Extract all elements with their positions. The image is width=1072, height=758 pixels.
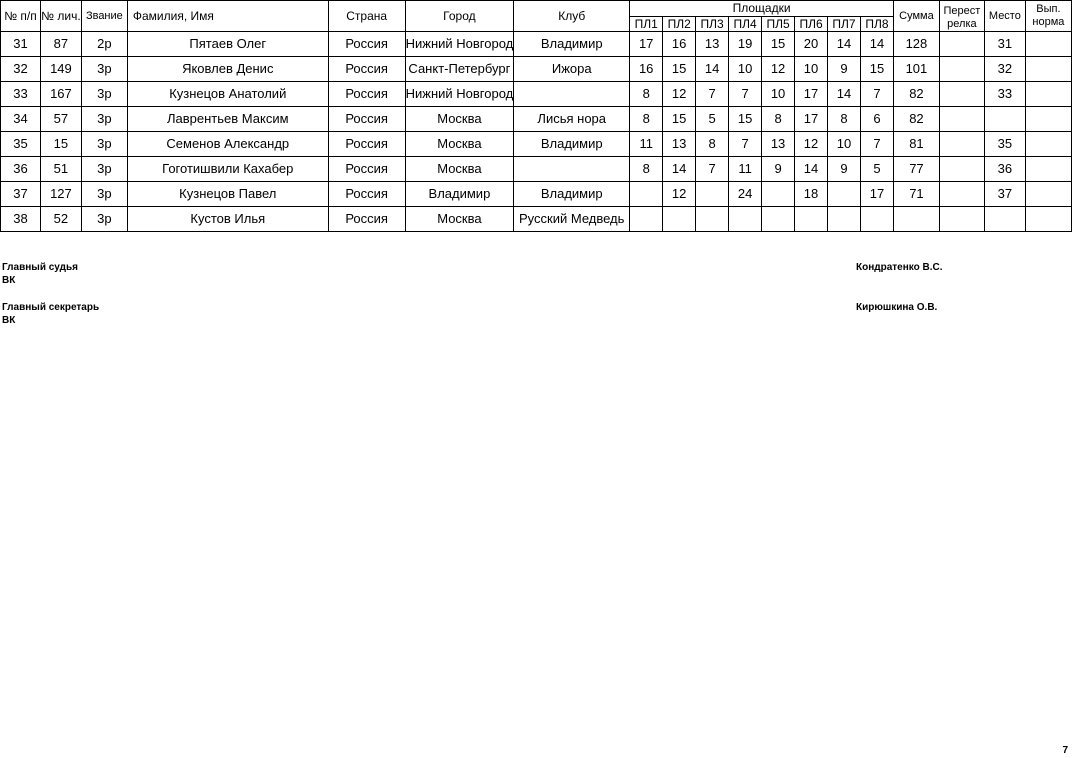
cell-lic: 52 <box>40 207 81 232</box>
cell-sum: 82 <box>893 107 939 132</box>
cell-pl7: 9 <box>828 157 861 182</box>
cell-country: Россия <box>328 107 405 132</box>
cell-pl5: 9 <box>762 157 795 182</box>
chief-secretary-title: Главный секретарь <box>2 302 100 313</box>
col-header-pl4: ПЛ4 <box>729 16 762 32</box>
cell-club <box>514 82 630 107</box>
cell-num: 35 <box>1 132 41 157</box>
cell-pl5 <box>762 207 795 232</box>
cell-pl7: 14 <box>828 82 861 107</box>
cell-country: Россия <box>328 132 405 157</box>
cell-pl1: 17 <box>630 32 663 57</box>
cell-club: Ижора <box>514 57 630 82</box>
chief-secretary-name: Кирюшкина О.В. <box>856 302 938 313</box>
cell-city: Санкт-Петербург <box>405 57 514 82</box>
cell-pl4: 11 <box>729 157 762 182</box>
cell-pl7: 9 <box>828 57 861 82</box>
cell-sum: 71 <box>893 182 939 207</box>
col-header-pl5: ПЛ5 <box>762 16 795 32</box>
table-row <box>1 57 1072 82</box>
table-row <box>1 32 1072 57</box>
cell-pl1 <box>630 207 663 232</box>
table-row <box>1 207 1072 232</box>
cell-pl1: 11 <box>630 132 663 157</box>
table-row <box>1 182 1072 207</box>
cell-city: Нижний Новгород <box>405 32 514 57</box>
cell-rank: 3р <box>81 157 127 182</box>
cell-pl7 <box>828 207 861 232</box>
col-header-pl3: ПЛ3 <box>696 16 729 32</box>
cell-club: Владимир <box>514 182 630 207</box>
cell-num: 33 <box>1 82 41 107</box>
cell-club <box>514 157 630 182</box>
table-row <box>1 157 1072 182</box>
cell-reweigh <box>939 132 984 157</box>
chief-secretary-category: ВК <box>2 315 16 326</box>
cell-pl1: 8 <box>630 82 663 107</box>
col-header-place: Место <box>984 1 1025 32</box>
results-table <box>0 0 1072 232</box>
cell-norm <box>1025 32 1071 57</box>
cell-pl5: 8 <box>762 107 795 132</box>
cell-pl4: 19 <box>729 32 762 57</box>
col-header-lic: № лич. <box>40 1 81 32</box>
cell-pl8 <box>860 207 893 232</box>
cell-reweigh <box>939 57 984 82</box>
cell-norm <box>1025 57 1071 82</box>
cell-sum: 77 <box>893 157 939 182</box>
cell-pl6: 10 <box>795 57 828 82</box>
col-header-pl8: ПЛ8 <box>860 16 893 32</box>
cell-num: 32 <box>1 57 41 82</box>
table-row <box>1 132 1072 157</box>
col-header-pl1: ПЛ1 <box>630 16 663 32</box>
cell-country: Россия <box>328 32 405 57</box>
cell-pl3 <box>696 207 729 232</box>
cell-pl1: 8 <box>630 157 663 182</box>
cell-place: 32 <box>984 57 1025 82</box>
cell-lic: 87 <box>40 32 81 57</box>
cell-pl7: 14 <box>828 32 861 57</box>
cell-rank: 3р <box>81 82 127 107</box>
cell-pl1: 16 <box>630 57 663 82</box>
cell-name: Яковлев Денис <box>127 57 328 82</box>
cell-pl6: 17 <box>795 82 828 107</box>
cell-club: Владимир <box>514 32 630 57</box>
cell-lic: 167 <box>40 82 81 107</box>
cell-place: 37 <box>984 182 1025 207</box>
cell-pl8: 7 <box>860 82 893 107</box>
cell-pl8: 6 <box>860 107 893 132</box>
cell-country: Россия <box>328 57 405 82</box>
cell-pl2 <box>663 207 696 232</box>
cell-city: Нижний Новгород <box>405 82 514 107</box>
cell-pl6: 18 <box>795 182 828 207</box>
cell-pl6: 20 <box>795 32 828 57</box>
cell-sum: 128 <box>893 32 939 57</box>
cell-pl7: 10 <box>828 132 861 157</box>
cell-pl4: 15 <box>729 107 762 132</box>
cell-name: Кузнецов Павел <box>127 182 328 207</box>
col-header-pl7: ПЛ7 <box>828 16 861 32</box>
cell-pl5: 10 <box>762 82 795 107</box>
cell-reweigh <box>939 207 984 232</box>
col-header-club: Клуб <box>514 1 630 32</box>
cell-num: 38 <box>1 207 41 232</box>
cell-pl7: 8 <box>828 107 861 132</box>
page-number: 7 <box>1062 745 1068 756</box>
chief-secretary-block <box>2 301 99 327</box>
cell-rank: 3р <box>81 182 127 207</box>
cell-pl3: 14 <box>696 57 729 82</box>
chief-judge-category: ВК <box>2 275 16 286</box>
cell-pl2: 15 <box>663 57 696 82</box>
cell-norm <box>1025 157 1071 182</box>
cell-pl4: 10 <box>729 57 762 82</box>
cell-pl2: 16 <box>663 32 696 57</box>
cell-rank: 3р <box>81 57 127 82</box>
col-header-country: Страна <box>328 1 405 32</box>
col-header-name: Фамилия, Имя <box>127 1 328 32</box>
table-row <box>1 107 1072 132</box>
cell-place <box>984 207 1025 232</box>
cell-pl5: 13 <box>762 132 795 157</box>
cell-pl3: 7 <box>696 82 729 107</box>
cell-pl1 <box>630 182 663 207</box>
cell-lic: 57 <box>40 107 81 132</box>
col-header-city: Город <box>405 1 514 32</box>
cell-norm <box>1025 182 1071 207</box>
col-header-norm: Вып. норма <box>1025 1 1071 32</box>
cell-pl3: 13 <box>696 32 729 57</box>
cell-norm <box>1025 132 1071 157</box>
cell-city: Москва <box>405 157 514 182</box>
cell-place <box>984 107 1025 132</box>
cell-city: Владимир <box>405 182 514 207</box>
cell-place: 31 <box>984 32 1025 57</box>
cell-pl7 <box>828 182 861 207</box>
cell-name: Кузнецов Анатолий <box>127 82 328 107</box>
cell-place: 35 <box>984 132 1025 157</box>
table-row <box>1 82 1072 107</box>
cell-pl3: 5 <box>696 107 729 132</box>
cell-club: Русский Медведь <box>514 207 630 232</box>
cell-country: Россия <box>328 182 405 207</box>
cell-pl2: 12 <box>663 82 696 107</box>
cell-pl5: 12 <box>762 57 795 82</box>
cell-rank: 3р <box>81 132 127 157</box>
cell-city: Москва <box>405 107 514 132</box>
cell-num: 31 <box>1 32 41 57</box>
cell-pl5 <box>762 182 795 207</box>
cell-norm <box>1025 107 1071 132</box>
cell-norm <box>1025 82 1071 107</box>
cell-pl6: 14 <box>795 157 828 182</box>
cell-sum: 82 <box>893 82 939 107</box>
cell-lic: 127 <box>40 182 81 207</box>
cell-pl2: 13 <box>663 132 696 157</box>
cell-place: 33 <box>984 82 1025 107</box>
cell-num: 37 <box>1 182 41 207</box>
cell-num: 36 <box>1 157 41 182</box>
cell-lic: 149 <box>40 57 81 82</box>
cell-pl5: 15 <box>762 32 795 57</box>
cell-name: Пятаев Олег <box>127 32 328 57</box>
cell-rank: 2р <box>81 32 127 57</box>
cell-pl1: 8 <box>630 107 663 132</box>
cell-country: Россия <box>328 157 405 182</box>
cell-club: Лисья нора <box>514 107 630 132</box>
cell-pl3: 7 <box>696 157 729 182</box>
cell-pl3: 8 <box>696 132 729 157</box>
cell-pl4: 24 <box>729 182 762 207</box>
chief-judge-title: Главный судья <box>2 262 78 273</box>
col-header-pl6: ПЛ6 <box>795 16 828 32</box>
cell-pl4 <box>729 207 762 232</box>
cell-lic: 51 <box>40 157 81 182</box>
cell-rank: 3р <box>81 107 127 132</box>
cell-name: Семенов Александр <box>127 132 328 157</box>
cell-place: 36 <box>984 157 1025 182</box>
cell-reweigh <box>939 107 984 132</box>
cell-norm <box>1025 207 1071 232</box>
cell-country: Россия <box>328 82 405 107</box>
cell-pl2: 15 <box>663 107 696 132</box>
cell-pl8: 5 <box>860 157 893 182</box>
cell-pl8: 15 <box>860 57 893 82</box>
col-header-areas: Площадки <box>630 1 894 17</box>
cell-reweigh <box>939 32 984 57</box>
cell-num: 34 <box>1 107 41 132</box>
cell-pl6 <box>795 207 828 232</box>
cell-country: Россия <box>328 207 405 232</box>
cell-pl2: 14 <box>663 157 696 182</box>
cell-rank: 3р <box>81 207 127 232</box>
cell-name: Кустов Илья <box>127 207 328 232</box>
cell-name: Гоготишвили Кахабер <box>127 157 328 182</box>
cell-city: Москва <box>405 132 514 157</box>
col-header-rank: Звание <box>81 1 127 32</box>
cell-name: Лаврентьев Максим <box>127 107 328 132</box>
cell-pl4: 7 <box>729 82 762 107</box>
cell-city: Москва <box>405 207 514 232</box>
cell-reweigh <box>939 82 984 107</box>
cell-pl8: 17 <box>860 182 893 207</box>
cell-pl8: 14 <box>860 32 893 57</box>
col-header-reweigh: Перест релка <box>939 1 984 32</box>
col-header-pl2: ПЛ2 <box>663 16 696 32</box>
cell-pl2: 12 <box>663 182 696 207</box>
cell-sum: 81 <box>893 132 939 157</box>
cell-pl6: 17 <box>795 107 828 132</box>
col-header-sum: Сумма <box>893 1 939 32</box>
cell-pl8: 7 <box>860 132 893 157</box>
cell-pl4: 7 <box>729 132 762 157</box>
cell-club: Владимир <box>514 132 630 157</box>
cell-sum: 101 <box>893 57 939 82</box>
chief-judge-name: Кондратенко В.С. <box>856 262 943 273</box>
cell-reweigh <box>939 157 984 182</box>
cell-lic: 15 <box>40 132 81 157</box>
cell-pl6: 12 <box>795 132 828 157</box>
col-header-num: № п/п <box>1 1 41 32</box>
cell-reweigh <box>939 182 984 207</box>
cell-pl3 <box>696 182 729 207</box>
chief-judge-block <box>2 261 78 287</box>
cell-sum <box>893 207 939 232</box>
